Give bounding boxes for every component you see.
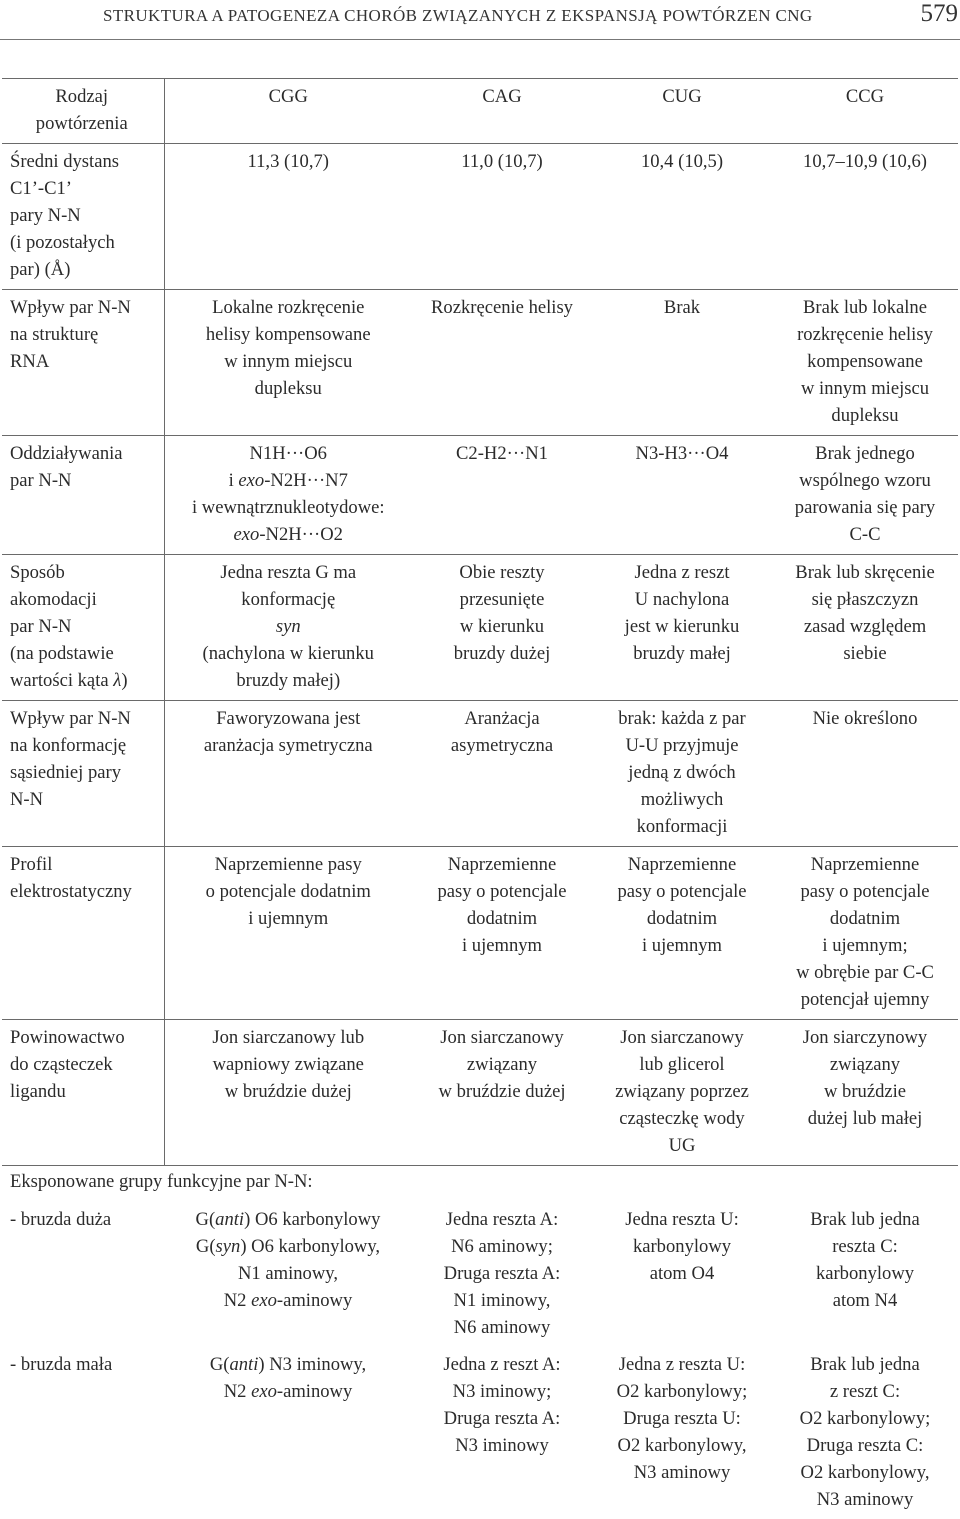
- table-row-major-groove: [2, 1202, 958, 1347]
- header-rule: [0, 39, 960, 40]
- table-cell: Jon siarczynowy związany w bruździe dużej lub małej: [772, 1020, 958, 1166]
- table-cell: Jedna reszta G ma konformację syn (nachylona w kierunku bruzdy małej): [164, 555, 412, 701]
- table-cell: Brak jednego wspólnego wzoru parowania się pary C-C: [772, 436, 958, 555]
- table-row-electrostatic-profile: [2, 847, 958, 1020]
- table-cell: brak: każda z par U-U przyjmuje jedną z dwóch możliwych konformacji: [592, 701, 772, 847]
- row-label: - bruzda duża: [10, 1209, 112, 1230]
- table-cell: Naprzemienne pasy o potencjale dodatnim i ujemnym; w obrębie par C-C potencjał ujemny: [772, 847, 958, 1020]
- table-cell: 11,0 (10,7): [412, 144, 592, 290]
- table-cell: Brak lub skręcenie się płaszczyzn zasad względem siebie: [772, 555, 958, 701]
- row-label: Średni dystans C1’-C1’ pary N-N (i pozostałych par) (Å): [2, 144, 164, 290]
- table-cell: Jedna z reszt A: N3 iminowy; Druga reszta A: N3 iminowy: [443, 1354, 561, 1456]
- table-cell: N3-H3···O4: [592, 436, 772, 555]
- running-head: [0, 0, 960, 40]
- table-cell: Brak lub jedna z reszt C: O2 karbonylowy; Druga reszta C: O2 karbonylowy, N3 aminowy: [799, 1354, 931, 1510]
- table-row-header: [2, 79, 958, 144]
- row-label: Sposób akomodacji par N-N (na podstawie wartości kąta λ): [2, 555, 164, 701]
- row-label: Wpływ par N-N na konformację sąsiedniej pary N-N: [2, 701, 164, 847]
- column-header: CAG: [412, 79, 592, 144]
- table-cell: Faworyzowana jest aranżacja symetryczna: [164, 701, 412, 847]
- table-cell: 10,7–10,9 (10,6): [772, 144, 958, 290]
- table-cell: Aranżacja asymetryczna: [412, 701, 592, 847]
- table-row-group-title: [2, 1166, 958, 1203]
- table-cell: 11,3 (10,7): [164, 144, 412, 290]
- table-cell: Jedna z reszta U: O2 karbonylowy; Druga reszta U: O2 karbonylowy, N3 aminowy: [616, 1354, 748, 1483]
- table-row-interactions: [2, 436, 958, 555]
- table-row-ligand-affinity: [2, 1020, 958, 1166]
- table-cell: N1H···O6 i exo-N2H···N7 i wewnątrznukleotydowe: exo-N2H···O2: [164, 436, 412, 555]
- row-label: Profil elektrostatyczny: [2, 847, 164, 1020]
- table-cell: C2-H2···N1: [412, 436, 592, 555]
- page-number: 579: [920, 0, 958, 27]
- table-cell: Obie reszty przesunięte w kierunku bruzdy dużej: [412, 555, 592, 701]
- table-row-neighbor-conformation: [2, 701, 958, 847]
- table-cell: Nie określono: [772, 701, 958, 847]
- table-cell: Jon siarczanowy lub glicerol związany poprzez cząsteczkę wody UG: [592, 1020, 772, 1166]
- row-label: Powinowactwo do cząsteczek ligandu: [2, 1020, 164, 1166]
- table-cell: Rozkręcenie helisy: [412, 290, 592, 436]
- comparison-table: [2, 78, 958, 1519]
- table-cell: Brak lub lokalne rozkręcenie helisy kompensowane w innym miejscu dupleksu: [772, 290, 958, 436]
- table-cell: Jedna z reszt U nachylona jest w kierunku bruzdy małej: [592, 555, 772, 701]
- column-header: CCG: [772, 79, 958, 144]
- table-cell: G(anti) O6 karbonylowy G(syn) O6 karbonylowy, N1 aminowy, N2 exo-aminowy: [195, 1209, 381, 1311]
- table-cell: 10,4 (10,5): [592, 144, 772, 290]
- column-header: CGG: [164, 79, 412, 144]
- table-cell: Brak lub jedna reszta C: karbonylowy atom N4: [810, 1209, 920, 1311]
- table-cell: Brak: [592, 290, 772, 436]
- row-label: Wpływ par N-N na strukturę RNA: [2, 290, 164, 436]
- table-cell: Lokalne rozkręcenie helisy kompensowane w innym miejscu dupleksu: [164, 290, 412, 436]
- table-cell: Jon siarczanowy lub wapniowy związane w bruździe dużej: [164, 1020, 412, 1166]
- table-row-minor-groove: [2, 1347, 958, 1519]
- table-cell: Naprzemienne pasy o potencjale dodatnim i ujemnym: [164, 847, 412, 1020]
- table-cell: Naprzemienne pasy o potencjale dodatnim i ujemnym: [412, 847, 592, 1020]
- table-row-accommodation: [2, 555, 958, 701]
- column-header: CUG: [592, 79, 772, 144]
- row-label: - bruzda mała: [10, 1354, 113, 1375]
- group-title: Eksponowane grupy funkcyjne par N-N:: [10, 1171, 313, 1192]
- column-header-label: Rodzaj powtórzenia: [2, 79, 164, 144]
- table-cell: Jedna reszta U: karbonylowy atom O4: [625, 1209, 739, 1284]
- row-label: Oddziaływania par N-N: [2, 436, 164, 555]
- table-cell: Naprzemienne pasy o potencjale dodatnim i ujemnym: [592, 847, 772, 1020]
- table-row-distance: [2, 144, 958, 290]
- table-cell: Jedna reszta A: N6 aminowy; Druga reszta A: N1 iminowy, N6 aminowy: [443, 1209, 561, 1338]
- table-cell: Jon siarczanowy związany w bruździe dużej: [412, 1020, 592, 1166]
- table-row-rna-structure: [2, 290, 958, 436]
- running-title: STRUKTURA A PATOGENEZA CHORÓB ZWIĄZANYCH Z EKSPANSJĄ POWTÓRZEN CNG: [103, 6, 813, 25]
- table-cell: G(anti) N3 iminowy, N2 exo-aminowy: [209, 1354, 367, 1402]
